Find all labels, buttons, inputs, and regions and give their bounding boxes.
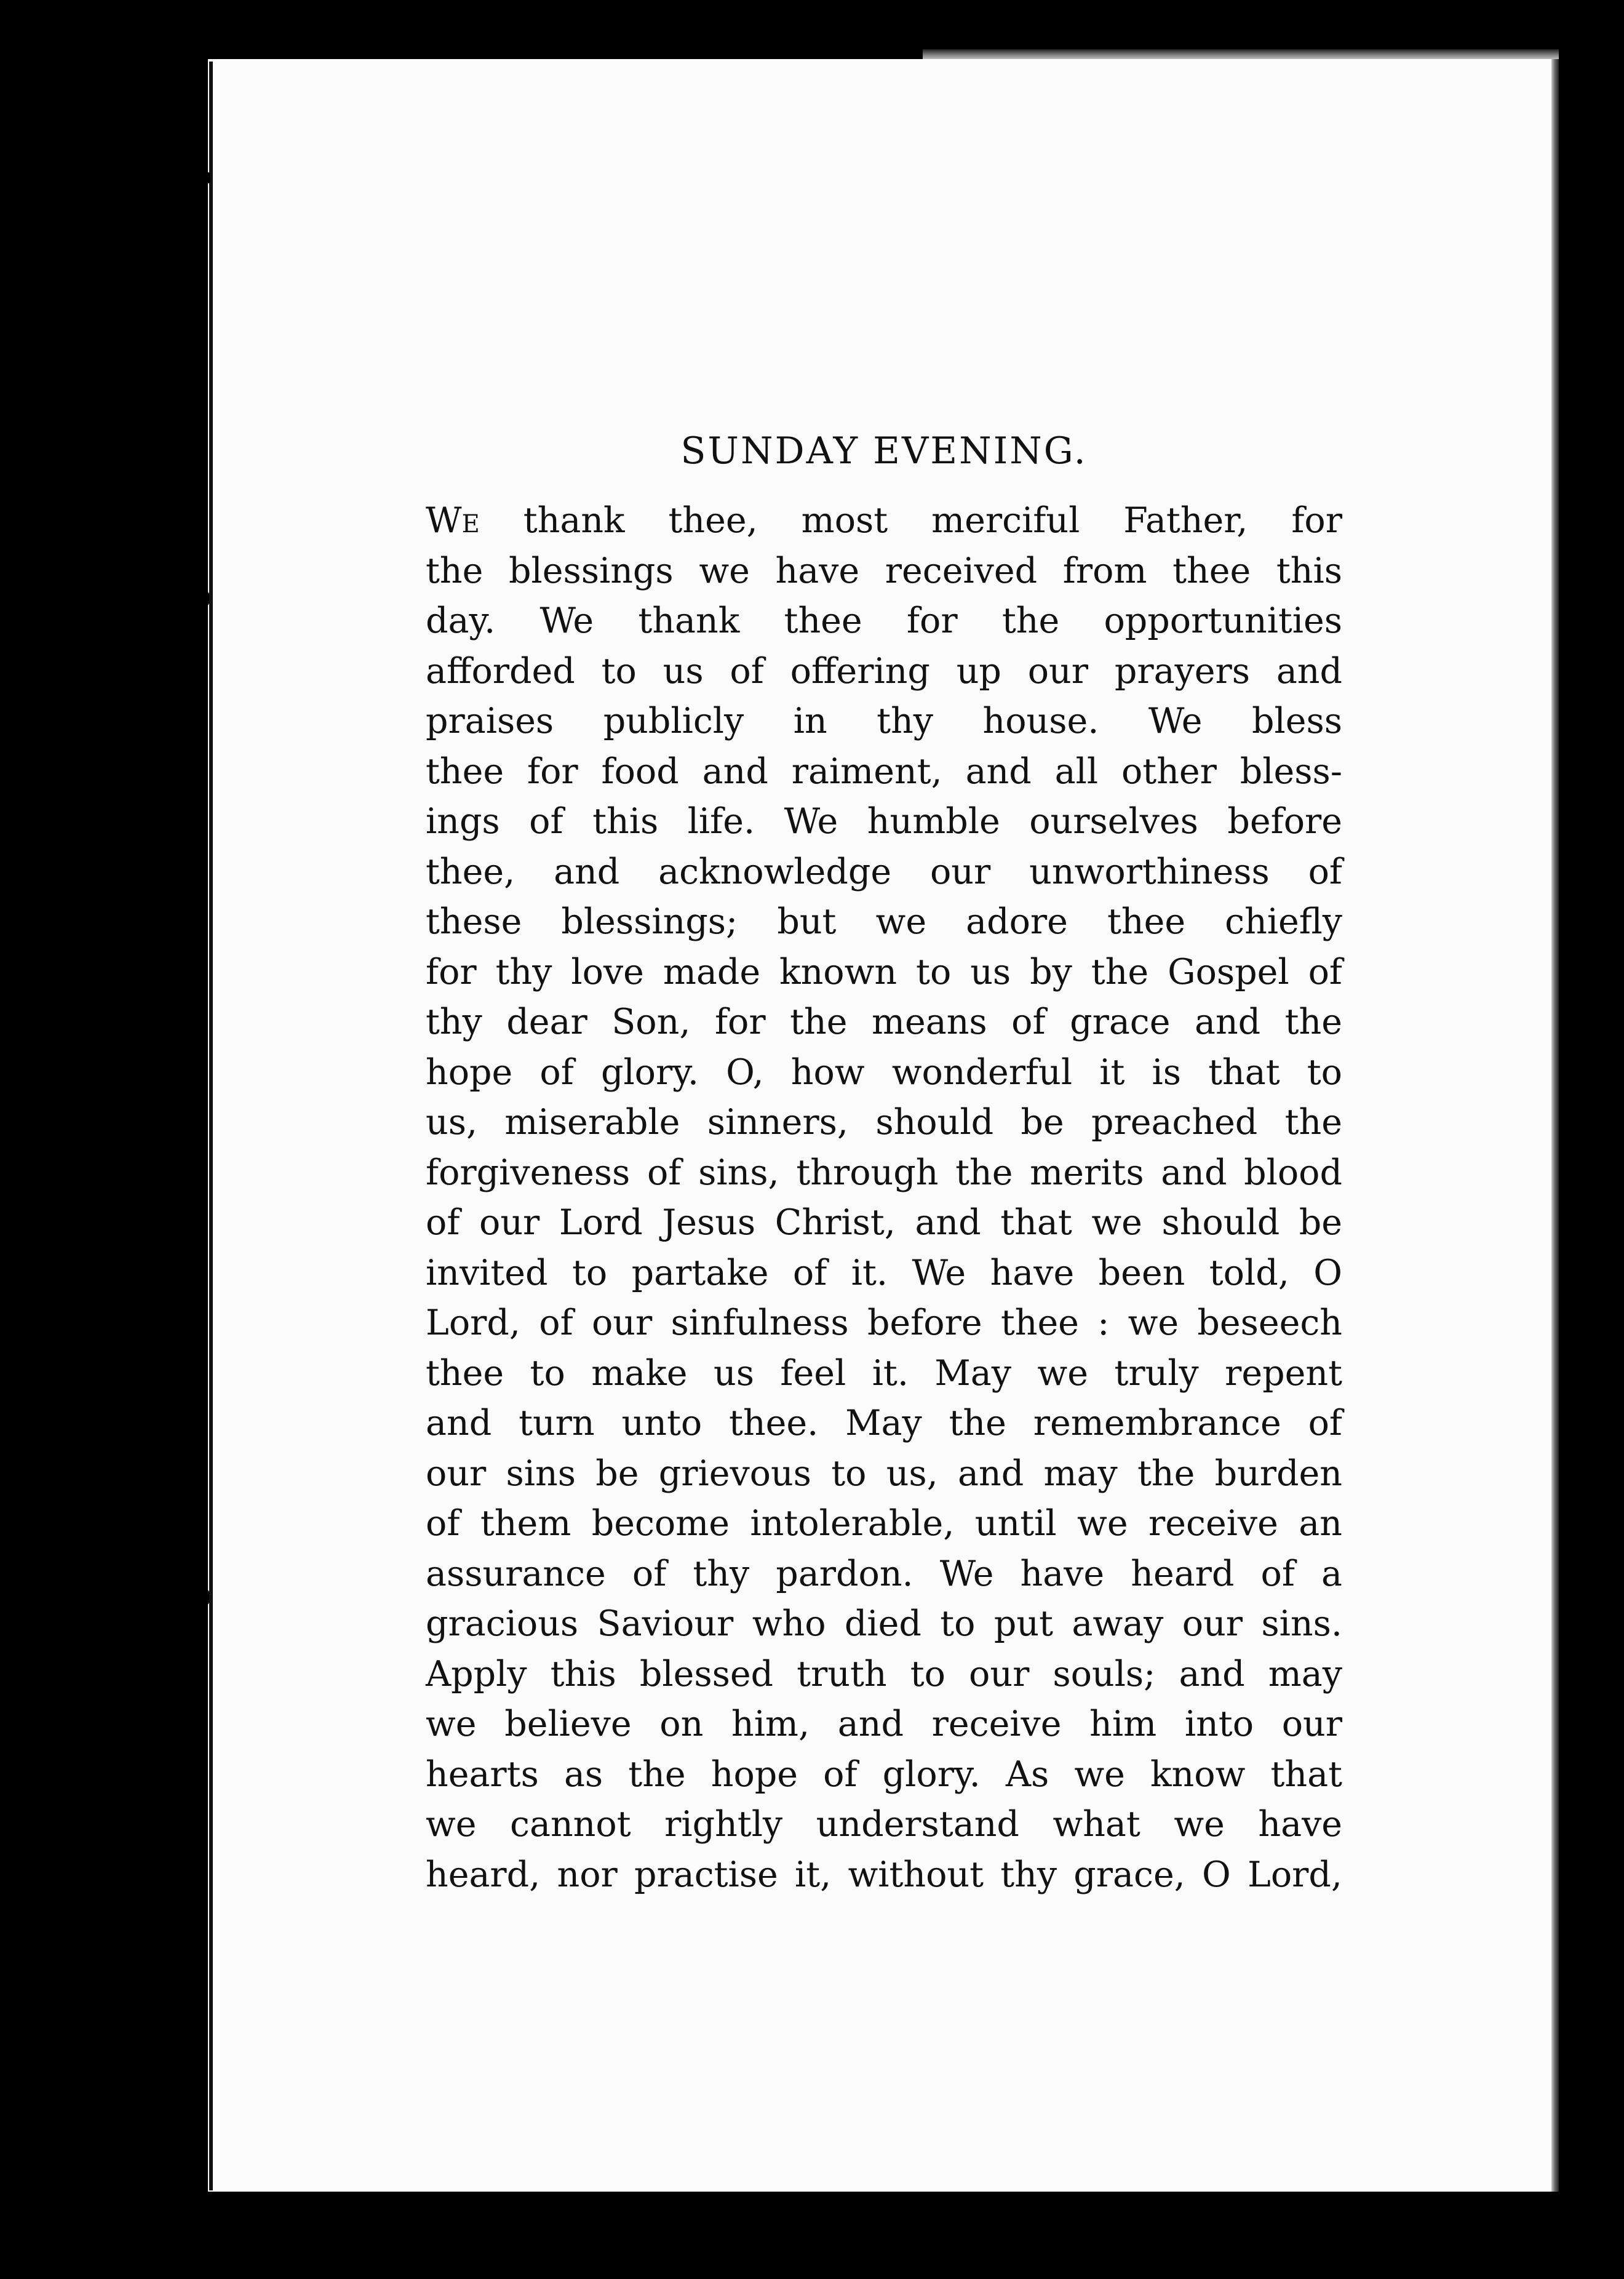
text-line: the blessings we have received from thee this	[426, 550, 1342, 591]
text-line: praises publicly in thy house. We bless	[426, 701, 1342, 741]
text-line: hearts as the hope of glory. As we know that	[426, 1754, 1342, 1795]
prayer-body	[426, 496, 1342, 1900]
text-line: thee, and acknowledge our unworthiness of	[426, 851, 1342, 892]
binding-stitch-mark	[191, 1590, 209, 1605]
text-line: hope of glory. O, how wonderful it is that to	[426, 1052, 1342, 1093]
text-line: of our Lord Jesus Christ, and that we should be	[426, 1202, 1342, 1243]
prayer-text-block	[426, 425, 1342, 1900]
text-line: gracious Saviour who died to put away our sins.	[426, 1603, 1342, 1644]
binding-stitch-mark	[194, 172, 210, 183]
binding-stitch-mark	[192, 592, 209, 605]
text-line-content: thank thee, most merciful Father, for	[479, 500, 1342, 541]
text-line: heard, nor practise it, without thy grace, O Lord,	[426, 1854, 1342, 1895]
text-line: ings of this life. We humble ourselves before	[426, 801, 1342, 842]
text-line: afforded to us of offering up our prayers and	[426, 650, 1342, 692]
text-line: thee for food and raiment, and all other bless-	[426, 751, 1342, 792]
page-right-edge	[1551, 59, 1559, 2192]
text-line	[426, 496, 1342, 546]
text-line: thee to make us feel it. May we truly repent	[426, 1352, 1342, 1394]
text-line: our sins be grievous to us, and may the burden	[426, 1453, 1342, 1494]
text-line: forgiveness of sins, through the merits and blood	[426, 1152, 1342, 1193]
text-line: we believe on him, and receive him into our	[426, 1704, 1342, 1744]
text-line: thy dear Son, for the means of grace and the	[426, 1002, 1342, 1042]
text-line: Lord, of our sinfulness before thee : we beseech	[426, 1303, 1342, 1343]
binding-stitch-mark	[192, 2087, 208, 2105]
text-line: these blessings; but we adore thee chiefly	[426, 901, 1342, 942]
text-line: us, miserable sinners, should be preached the	[426, 1102, 1342, 1143]
text-line: assurance of thy pardon. We have heard of a	[426, 1553, 1342, 1594]
text-line: and turn unto thee. May the remembrance of	[426, 1403, 1342, 1443]
text-line: we cannot rightly understand what we have	[426, 1804, 1342, 1845]
text-line: Apply this blessed truth to our souls; and may	[426, 1653, 1342, 1694]
text-line: of them become intolerable, until we receive an	[426, 1503, 1342, 1544]
page-heading: SUNDAY EVENING.	[680, 429, 1088, 473]
opening-word: We	[426, 500, 480, 541]
binding-gutter-line	[209, 62, 213, 2190]
text-line: invited to partake of it. We have been told, O	[426, 1252, 1342, 1293]
text-line: day. We thank thee for the opportunities	[426, 601, 1342, 641]
text-line: for thy love made known to us by the Gospel of	[426, 951, 1342, 992]
